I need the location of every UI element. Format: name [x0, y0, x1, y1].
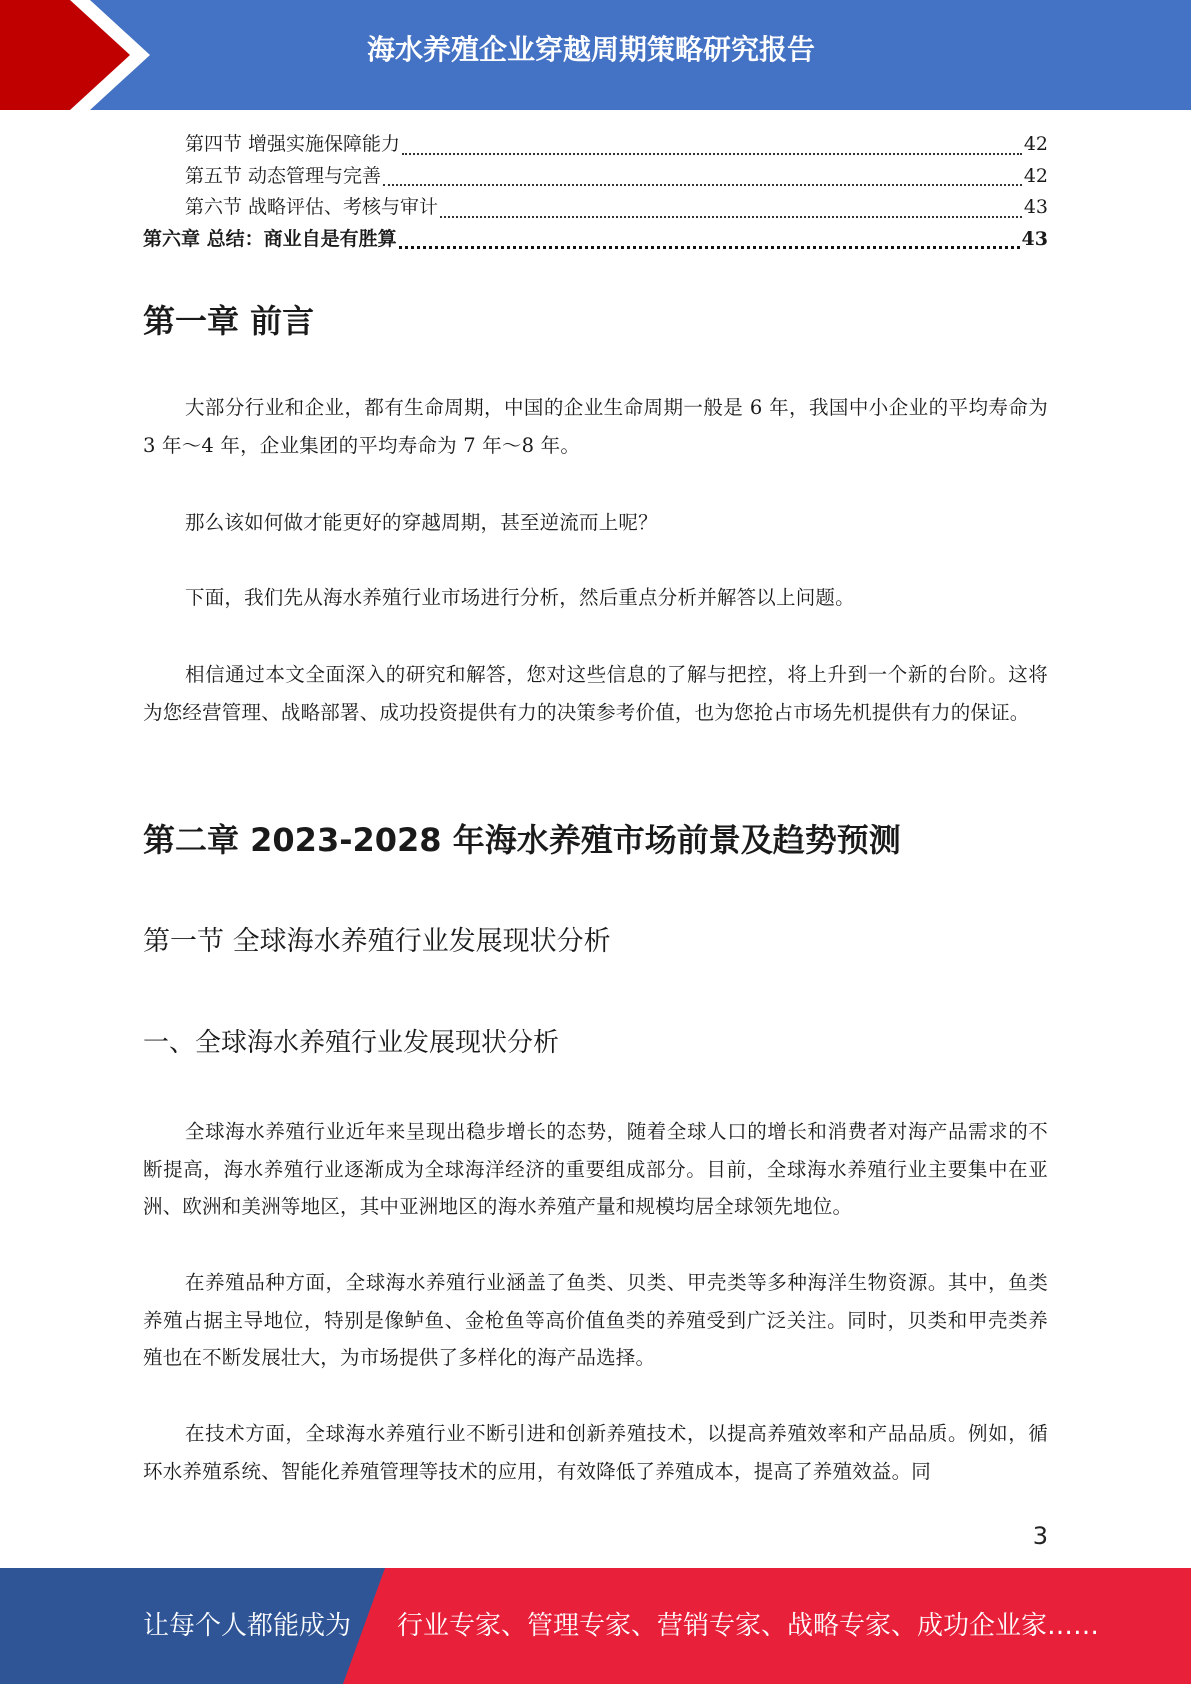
header-title: 海水养殖企业穿越周期策略研究报告 — [367, 33, 816, 66]
toc-entry-page: 43 — [1023, 196, 1048, 218]
section-title: 第一节 全球海水养殖行业发展现状分析 — [143, 926, 611, 957]
footer-slogan-right: 行业专家、管理专家、营销专家、战略专家、成功企业家…… — [397, 1611, 1100, 1641]
toc-entry-label: 第五节 动态管理与完善 — [185, 164, 382, 187]
chapter-2-title: 第二章 2023-2028 年海水养殖市场前景及趋势预测 — [143, 821, 901, 859]
toc-leader-dots — [383, 184, 1022, 186]
page-header — [0, 0, 1191, 110]
toc-entry-label: 第四节 增强实施保障能力 — [185, 133, 401, 155]
table-of-contents — [143, 129, 1048, 255]
body-paragraph: 相信通过本文全面深入的研究和解答，您对这些信息的了解与把控，将上升到一个新的台阶。这将为您经营管理、战略部署、成功投资提供有力的决策参考价值，也为您抢占市场先机提供有力的保证。 — [143, 663, 1048, 724]
subsection-title: 一、全球海水养殖行业发展现状分析 — [143, 1028, 560, 1058]
body-paragraph: 全球海水养殖行业近年来呈现出稳步增长的态势，随着全球人口的增长和消费者对海产品需求的不断提高，海水养殖行业逐渐成为全球海洋经济的重要组成部分。目前，全球海水养殖行业主要集中在亚洲、欧洲和美洲等地区，其中亚洲地区的海水养殖产量和规模均居全球领先地位。 — [143, 1120, 1048, 1218]
body-paragraph: 在技术方面，全球海水养殖行业不断引进和创新养殖技术，以提高养殖效率和产品品质。例如，循环水养殖系统、智能化养殖管理等技术的应用，有效降低了养殖成本，提高了养殖效益。同 — [143, 1422, 1048, 1483]
toc-leader-dots — [402, 153, 1022, 155]
toc-entry-page: 42 — [1023, 164, 1048, 187]
page-footer — [0, 1568, 1191, 1684]
toc-entry[interactable] — [143, 129, 1048, 161]
body-paragraph: 那么该如何做才能更好的穿越周期，甚至逆流而上呢？ — [185, 511, 658, 534]
footer-slogan-left: 让每个人都能成为 — [143, 1611, 352, 1641]
toc-leader-dots — [399, 246, 1020, 249]
toc-entry[interactable] — [143, 192, 1048, 224]
toc-entry[interactable] — [143, 161, 1048, 193]
chapter-1-title: 第一章 前言 — [143, 302, 315, 340]
toc-leader-dots — [440, 216, 1022, 218]
toc-entry-label: 第六节 战略评估、考核与审计 — [185, 196, 439, 218]
toc-entry-label: 第六章 总结：商业自是有胜算 — [143, 227, 397, 250]
page-number: 3 — [1032, 1522, 1048, 1550]
body-paragraph: 大部分行业和企业，都有生命周期，中国的企业生命周期一般是 6 年，我国中小企业的平均寿命为 3 年～4 年，企业集团的平均寿命为 7 年～8 年。 — [143, 396, 1048, 457]
toc-entry-page: 43 — [1021, 227, 1048, 250]
body-paragraph: 在养殖品种方面，全球海水养殖行业涵盖了鱼类、贝类、甲壳类等多种海洋生物资源。其中，鱼类养殖占据主导地位，特别是像鲈鱼、金枪鱼等高价值鱼类的养殖受到广泛关注。同时，贝类和甲壳类养殖也在不断发展壮大，为市场提供了多样化的海产品选择。 — [143, 1271, 1048, 1369]
toc-entry-chapter[interactable] — [143, 224, 1048, 256]
toc-entry-page: 42 — [1023, 133, 1048, 155]
body-paragraph: 下面，我们先从海水养殖行业市场进行分析，然后重点分析并解答以上问题。 — [185, 586, 855, 609]
